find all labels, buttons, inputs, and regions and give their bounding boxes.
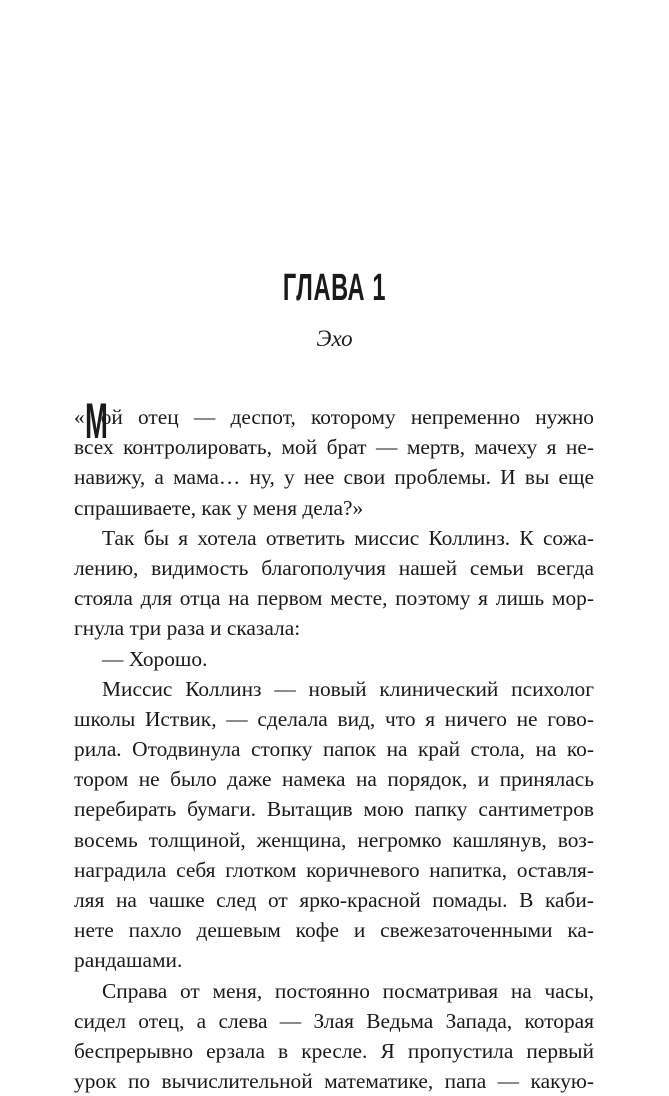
paragraph-line: урок по вычислительной математике, папа — какую- — [74, 1069, 594, 1094]
chapter-heading: ГЛАВА 1 — [282, 267, 387, 309]
paragraph-line: нете пахло дешевым кофе и свежезаточенными ка- — [74, 918, 594, 943]
paragraph-line: Миссис Коллинз — новый клинический психолог — [102, 676, 594, 701]
opening-quote: « — [74, 405, 85, 429]
paragraph-line: гнула три раза и сказала: — [74, 616, 301, 641]
body-text — [74, 393, 594, 1096]
drop-cap: М — [84, 393, 108, 450]
paragraph-line: — Хорошо. — [102, 646, 208, 671]
paragraph-line: тором не было даже намека на порядок, и принялась — [74, 767, 594, 792]
paragraph-line: Так бы я хотела ответить миссис Коллинз. К сожа- — [102, 525, 594, 550]
paragraph-line: стояла для отца на первом месте, поэтому я лишь мор- — [74, 586, 594, 611]
paragraph-line: сидел отец, а слева — Злая Ведьма Запада, которая — [74, 1008, 594, 1033]
paragraph-line: наградила себя глотком коричневого напитка, оставля- — [74, 857, 594, 882]
paragraph-line: Справа от меня, постоянно посматривая на часы, — [102, 978, 594, 1003]
paragraph-line: восемь толщиной, женщина, негромко кашлянув, воз- — [74, 827, 594, 852]
paragraph-line: перебирать бумаги. Вытащив мою папку сантиметров — [74, 797, 594, 822]
paragraph-line: рандашами. — [74, 948, 183, 973]
paragraph-line: спрашиваете, как у меня дела?» — [74, 495, 364, 520]
paragraph-line: всех контролировать, мой брат — мертв, мачеху я не- — [74, 435, 594, 460]
paragraph-line: ляя на чашке след от ярко-красной помады. В каби- — [74, 888, 594, 912]
paragraph-line: школы Иствик, — сделала вид, что я ничего не гово- — [74, 706, 594, 731]
paragraph-line: навижу, а мама… ну, у нее свои проблемы. И вы еще — [74, 465, 594, 490]
paragraph-line: беспрерывно ерзала в кресле. Я пропустила первый — [74, 1038, 594, 1063]
paragraph-line: «Мой отец — деспот, которому непременно нужно — [74, 393, 594, 450]
paragraph-line: рила. Отодвинула стопку папок на край стола, на ко- — [74, 737, 594, 762]
chapter-subtitle: Эхо — [316, 326, 353, 351]
paragraph-line: лению, видимость благополучия нашей семьи всегда — [74, 555, 594, 580]
